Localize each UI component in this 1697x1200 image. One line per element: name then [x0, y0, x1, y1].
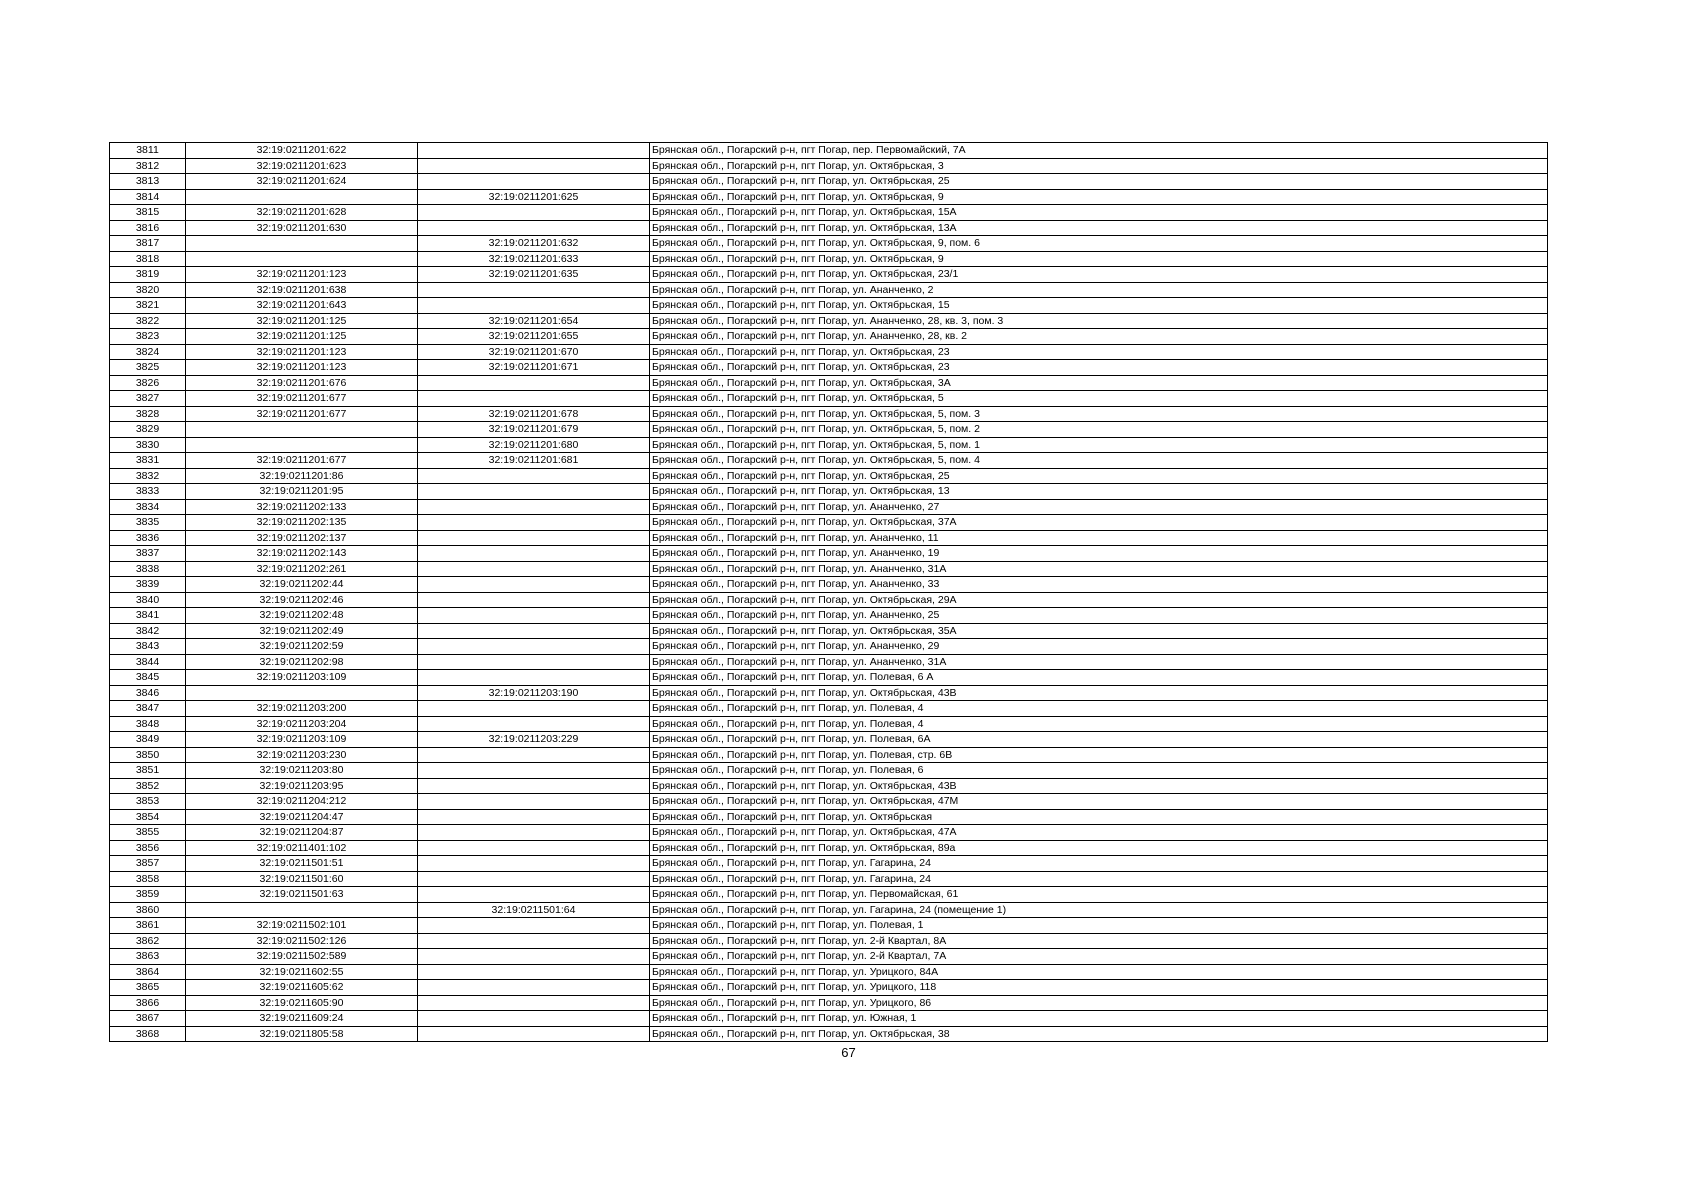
row-number-cell: 3815	[110, 205, 186, 221]
cadastral-number-cell: 32:19:0211201:123	[186, 360, 418, 376]
table-row	[110, 143, 1548, 159]
table-row	[110, 484, 1548, 500]
table-row	[110, 639, 1548, 655]
part-cadastral-number-cell	[418, 747, 650, 763]
row-number-cell: 3819	[110, 267, 186, 283]
part-cadastral-number-cell	[418, 174, 650, 190]
part-cadastral-number-cell	[418, 1026, 650, 1042]
row-number-cell: 3855	[110, 825, 186, 841]
cadastral-number-cell	[186, 685, 418, 701]
row-number-cell: 3837	[110, 546, 186, 562]
address-cell: Брянская обл., Погарский р-н, пгт Погар, ул. Гагарина, 24	[650, 871, 1548, 887]
row-number-cell: 3864	[110, 964, 186, 980]
address-cell: Брянская обл., Погарский р-н, пгт Погар, ул. Октябрьская, 5, пом. 4	[650, 453, 1548, 469]
cadastral-number-cell	[186, 422, 418, 438]
cadastral-number-cell: 32:19:0211202:135	[186, 515, 418, 531]
part-cadastral-number-cell	[418, 484, 650, 500]
row-number-cell: 3831	[110, 453, 186, 469]
cadastral-number-cell: 32:19:0211202:46	[186, 592, 418, 608]
cadastral-number-cell: 32:19:0211201:677	[186, 453, 418, 469]
part-cadastral-number-cell: 32:19:0211201:670	[418, 344, 650, 360]
cadastral-number-cell: 32:19:0211201:86	[186, 468, 418, 484]
cadastral-number-cell: 32:19:0211202:98	[186, 654, 418, 670]
row-number-cell: 3821	[110, 298, 186, 314]
part-cadastral-number-cell	[418, 608, 650, 624]
address-cell: Брянская обл., Погарский р-н, пгт Погар, ул. Полевая, 4	[650, 716, 1548, 732]
address-cell: Брянская обл., Погарский р-н, пгт Погар, ул. Ананченко, 11	[650, 530, 1548, 546]
table-row	[110, 205, 1548, 221]
cadastral-number-cell	[186, 189, 418, 205]
cadastral-number-cell: 32:19:0211201:95	[186, 484, 418, 500]
table-row	[110, 592, 1548, 608]
part-cadastral-number-cell	[418, 654, 650, 670]
address-cell: Брянская обл., Погарский р-н, пгт Погар, ул. Октябрьская, 25	[650, 174, 1548, 190]
cadastral-number-cell: 32:19:0211204:87	[186, 825, 418, 841]
part-cadastral-number-cell	[418, 468, 650, 484]
cadastral-number-cell: 32:19:0211501:60	[186, 871, 418, 887]
cadastral-number-cell: 32:19:0211201:638	[186, 282, 418, 298]
table-row	[110, 995, 1548, 1011]
row-number-cell: 3867	[110, 1011, 186, 1027]
row-number-cell: 3824	[110, 344, 186, 360]
row-number-cell: 3816	[110, 220, 186, 236]
table-row	[110, 546, 1548, 562]
table-row	[110, 964, 1548, 980]
row-number-cell: 3826	[110, 375, 186, 391]
table-row	[110, 360, 1548, 376]
row-number-cell: 3833	[110, 484, 186, 500]
row-number-cell: 3813	[110, 174, 186, 190]
table-row	[110, 391, 1548, 407]
address-cell: Брянская обл., Погарский р-н, пгт Погар, ул. Октябрьская	[650, 809, 1548, 825]
cadastral-number-cell: 32:19:0211201:677	[186, 406, 418, 422]
part-cadastral-number-cell: 32:19:0211201:632	[418, 236, 650, 252]
address-cell: Брянская обл., Погарский р-н, пгт Погар, ул. Октябрьская, 3	[650, 158, 1548, 174]
part-cadastral-number-cell	[418, 825, 650, 841]
address-cell: Брянская обл., Погарский р-н, пгт Погар, ул. Октябрьская, 9	[650, 251, 1548, 267]
row-number-cell: 3828	[110, 406, 186, 422]
address-cell: Брянская обл., Погарский р-н, пгт Погар, ул. Ананченко, 28, кв. 3, пом. 3	[650, 313, 1548, 329]
part-cadastral-number-cell	[418, 778, 650, 794]
cadastral-number-cell: 32:19:0211202:49	[186, 623, 418, 639]
address-cell: Брянская обл., Погарский р-н, пгт Погар, ул. Октябрьская, 5, пом. 3	[650, 406, 1548, 422]
table-row	[110, 608, 1548, 624]
row-number-cell: 3854	[110, 809, 186, 825]
table-row	[110, 282, 1548, 298]
part-cadastral-number-cell	[418, 887, 650, 903]
page-number: 67	[841, 1045, 856, 1060]
cadastral-number-cell: 32:19:0211401:102	[186, 840, 418, 856]
cadastral-number-cell: 32:19:0211202:133	[186, 499, 418, 515]
row-number-cell: 3836	[110, 530, 186, 546]
address-cell: Брянская обл., Погарский р-н, пгт Погар, ул. Ананченко, 2	[650, 282, 1548, 298]
address-cell: Брянская обл., Погарский р-н, пгт Погар, ул. Октябрьская, 23	[650, 344, 1548, 360]
part-cadastral-number-cell	[418, 143, 650, 159]
part-cadastral-number-cell	[418, 515, 650, 531]
table-row	[110, 670, 1548, 686]
address-cell: Брянская обл., Погарский р-н, пгт Погар, ул. Ананченко, 25	[650, 608, 1548, 624]
cadastral-number-cell: 32:19:0211204:212	[186, 794, 418, 810]
part-cadastral-number-cell	[418, 391, 650, 407]
address-cell: Брянская обл., Погарский р-н, пгт Погар, ул. Первомайская, 61	[650, 887, 1548, 903]
address-cell: Брянская обл., Погарский р-н, пгт Погар, ул. Октябрьская, 29А	[650, 592, 1548, 608]
address-cell: Брянская обл., Погарский р-н, пгт Погар, ул. Урицкого, 118	[650, 980, 1548, 996]
part-cadastral-number-cell: 32:19:0211501:64	[418, 902, 650, 918]
table-row	[110, 871, 1548, 887]
row-number-cell: 3823	[110, 329, 186, 345]
part-cadastral-number-cell	[418, 530, 650, 546]
part-cadastral-number-cell	[418, 282, 650, 298]
row-number-cell: 3839	[110, 577, 186, 593]
address-cell: Брянская обл., Погарский р-н, пгт Погар, ул. 2-й Квартал, 8А	[650, 933, 1548, 949]
cadastral-number-cell: 32:19:0211201:677	[186, 391, 418, 407]
address-cell: Брянская обл., Погарский р-н, пгт Погар, ул. Полевая, 6	[650, 763, 1548, 779]
part-cadastral-number-cell	[418, 840, 650, 856]
cadastral-number-cell	[186, 251, 418, 267]
table-row	[110, 344, 1548, 360]
part-cadastral-number-cell	[418, 639, 650, 655]
part-cadastral-number-cell	[418, 298, 650, 314]
address-cell: Брянская обл., Погарский р-н, пгт Погар, ул. Октябрьская, 35А	[650, 623, 1548, 639]
table-row	[110, 654, 1548, 670]
part-cadastral-number-cell: 32:19:0211203:229	[418, 732, 650, 748]
table-row	[110, 561, 1548, 577]
address-cell: Брянская обл., Погарский р-н, пгт Погар, ул. Октябрьская, 5, пом. 1	[650, 437, 1548, 453]
table-row	[110, 887, 1548, 903]
row-number-cell: 3865	[110, 980, 186, 996]
table-row	[110, 468, 1548, 484]
table-row	[110, 313, 1548, 329]
address-cell: Брянская обл., Погарский р-н, пгт Погар, ул. Октябрьская, 43В	[650, 685, 1548, 701]
cadastral-number-cell: 32:19:0211201:123	[186, 344, 418, 360]
table-row	[110, 298, 1548, 314]
row-number-cell: 3863	[110, 949, 186, 965]
address-cell: Брянская обл., Погарский р-н, пгт Погар, ул. Ананченко, 27	[650, 499, 1548, 515]
row-number-cell: 3843	[110, 639, 186, 655]
address-cell: Брянская обл., Погарский р-н, пгт Погар, ул. Октябрьская, 25	[650, 468, 1548, 484]
cadastral-number-cell: 32:19:0211202:143	[186, 546, 418, 562]
row-number-cell: 3818	[110, 251, 186, 267]
row-number-cell: 3814	[110, 189, 186, 205]
address-cell: Брянская обл., Погарский р-н, пгт Погар, пер. Первомайский, 7А	[650, 143, 1548, 159]
address-cell: Брянская обл., Погарский р-н, пгт Погар, ул. Октябрьская, 5	[650, 391, 1548, 407]
part-cadastral-number-cell: 32:19:0211201:655	[418, 329, 650, 345]
part-cadastral-number-cell	[418, 933, 650, 949]
table-row	[110, 1011, 1548, 1027]
row-number-cell: 3845	[110, 670, 186, 686]
row-number-cell: 3834	[110, 499, 186, 515]
table-row	[110, 747, 1548, 763]
address-cell: Брянская обл., Погарский р-н, пгт Погар, ул. Ананченко, 29	[650, 639, 1548, 655]
address-cell: Брянская обл., Погарский р-н, пгт Погар, ул. Октябрьская, 38	[650, 1026, 1548, 1042]
part-cadastral-number-cell: 32:19:0211201:633	[418, 251, 650, 267]
address-cell: Брянская обл., Погарский р-н, пгт Погар, ул. Ананченко, 28, кв. 2	[650, 329, 1548, 345]
cadastral-number-cell: 32:19:0211203:204	[186, 716, 418, 732]
part-cadastral-number-cell	[418, 592, 650, 608]
row-number-cell: 3825	[110, 360, 186, 376]
table-row	[110, 375, 1548, 391]
cadastral-number-cell: 32:19:0211501:51	[186, 856, 418, 872]
address-cell: Брянская обл., Погарский р-н, пгт Погар, ул. 2-й Квартал, 7А	[650, 949, 1548, 965]
part-cadastral-number-cell	[418, 871, 650, 887]
address-cell: Брянская обл., Погарский р-н, пгт Погар, ул. Ананченко, 33	[650, 577, 1548, 593]
part-cadastral-number-cell	[418, 949, 650, 965]
row-number-cell: 3829	[110, 422, 186, 438]
row-number-cell: 3840	[110, 592, 186, 608]
row-number-cell: 3838	[110, 561, 186, 577]
part-cadastral-number-cell: 32:19:0211201:681	[418, 453, 650, 469]
cadastral-number-cell: 32:19:0211201:123	[186, 267, 418, 283]
part-cadastral-number-cell	[418, 546, 650, 562]
table-row	[110, 499, 1548, 515]
part-cadastral-number-cell: 32:19:0211201:654	[418, 313, 650, 329]
cadastral-number-cell: 32:19:0211203:230	[186, 747, 418, 763]
address-cell: Брянская обл., Погарский р-н, пгт Погар, ул. Октябрьская, 89а	[650, 840, 1548, 856]
address-cell: Брянская обл., Погарский р-н, пгт Погар, ул. Гагарина, 24 (помещение 1)	[650, 902, 1548, 918]
address-cell: Брянская обл., Погарский р-н, пгт Погар, ул. Полевая, 6 А	[650, 670, 1548, 686]
part-cadastral-number-cell	[418, 1011, 650, 1027]
table-row	[110, 840, 1548, 856]
table-row	[110, 794, 1548, 810]
part-cadastral-number-cell	[418, 205, 650, 221]
table-row	[110, 577, 1548, 593]
row-number-cell: 3848	[110, 716, 186, 732]
row-number-cell: 3860	[110, 902, 186, 918]
address-cell: Брянская обл., Погарский р-н, пгт Погар, ул. Октябрьская, 43В	[650, 778, 1548, 794]
table-row	[110, 530, 1548, 546]
table-row	[110, 174, 1548, 190]
cadastral-number-cell: 32:19:0211201:628	[186, 205, 418, 221]
part-cadastral-number-cell: 32:19:0211201:680	[418, 437, 650, 453]
table-row	[110, 220, 1548, 236]
address-cell: Брянская обл., Погарский р-н, пгт Погар, ул. Урицкого, 86	[650, 995, 1548, 1011]
table-row	[110, 716, 1548, 732]
cadastral-number-cell: 32:19:0211201:676	[186, 375, 418, 391]
table-row	[110, 809, 1548, 825]
address-cell: Брянская обл., Погарский р-н, пгт Погар, ул. Ананченко, 19	[650, 546, 1548, 562]
row-number-cell: 3851	[110, 763, 186, 779]
cadastral-number-cell: 32:19:0211204:47	[186, 809, 418, 825]
part-cadastral-number-cell	[418, 670, 650, 686]
table-row	[110, 251, 1548, 267]
table-row	[110, 406, 1548, 422]
part-cadastral-number-cell: 32:19:0211201:678	[418, 406, 650, 422]
cadastral-number-cell	[186, 437, 418, 453]
row-number-cell: 3859	[110, 887, 186, 903]
cadastral-number-cell: 32:19:0211202:261	[186, 561, 418, 577]
row-number-cell: 3853	[110, 794, 186, 810]
cadastral-number-cell: 32:19:0211201:623	[186, 158, 418, 174]
row-number-cell: 3862	[110, 933, 186, 949]
part-cadastral-number-cell	[418, 561, 650, 577]
part-cadastral-number-cell	[418, 809, 650, 825]
address-cell: Брянская обл., Погарский р-н, пгт Погар, ул. Октябрьская, 47А	[650, 825, 1548, 841]
cadastral-number-cell	[186, 236, 418, 252]
table-row	[110, 685, 1548, 701]
address-cell: Брянская обл., Погарский р-н, пгт Погар, ул. Полевая, 1	[650, 918, 1548, 934]
cadastral-number-cell: 32:19:0211201:624	[186, 174, 418, 190]
address-cell: Брянская обл., Погарский р-н, пгт Погар, ул. Октябрьская, 3А	[650, 375, 1548, 391]
cadastral-number-cell: 32:19:0211203:109	[186, 670, 418, 686]
part-cadastral-number-cell: 32:19:0211201:671	[418, 360, 650, 376]
cadastral-number-cell: 32:19:0211201:125	[186, 329, 418, 345]
row-number-cell: 3847	[110, 701, 186, 717]
cadastral-number-cell: 32:19:0211202:59	[186, 639, 418, 655]
address-cell: Брянская обл., Погарский р-н, пгт Погар, ул. Полевая, стр. 6В	[650, 747, 1548, 763]
cadastral-number-cell: 32:19:0211605:62	[186, 980, 418, 996]
table-row	[110, 453, 1548, 469]
table-row	[110, 329, 1548, 345]
part-cadastral-number-cell	[418, 763, 650, 779]
table-row	[110, 437, 1548, 453]
cadastral-number-cell: 32:19:0211502:101	[186, 918, 418, 934]
address-cell: Брянская обл., Погарский р-н, пгт Погар, ул. Октябрьская, 13	[650, 484, 1548, 500]
row-number-cell: 3850	[110, 747, 186, 763]
table-row	[110, 701, 1548, 717]
table-row	[110, 825, 1548, 841]
row-number-cell: 3827	[110, 391, 186, 407]
table-row	[110, 267, 1548, 283]
table-row	[110, 236, 1548, 252]
part-cadastral-number-cell	[418, 856, 650, 872]
table-row	[110, 1026, 1548, 1042]
row-number-cell: 3861	[110, 918, 186, 934]
cadastral-number-cell: 32:19:0211203:109	[186, 732, 418, 748]
cadastral-number-cell: 32:19:0211502:126	[186, 933, 418, 949]
cadastral-number-cell: 32:19:0211502:589	[186, 949, 418, 965]
cadastral-number-cell: 32:19:0211202:137	[186, 530, 418, 546]
address-cell: Брянская обл., Погарский р-н, пгт Погар, ул. Полевая, 6А	[650, 732, 1548, 748]
table-row	[110, 856, 1548, 872]
table-row	[110, 778, 1548, 794]
row-number-cell: 3830	[110, 437, 186, 453]
cadastral-number-cell: 32:19:0211203:80	[186, 763, 418, 779]
cadastral-number-cell: 32:19:0211201:125	[186, 313, 418, 329]
part-cadastral-number-cell	[418, 964, 650, 980]
cadastral-number-cell: 32:19:0211203:200	[186, 701, 418, 717]
part-cadastral-number-cell	[418, 499, 650, 515]
table-row	[110, 949, 1548, 965]
table-row	[110, 623, 1548, 639]
row-number-cell: 3811	[110, 143, 186, 159]
part-cadastral-number-cell: 32:19:0211203:190	[418, 685, 650, 701]
address-cell: Брянская обл., Погарский р-н, пгт Погар, ул. Октябрьская, 47М	[650, 794, 1548, 810]
row-number-cell: 3822	[110, 313, 186, 329]
address-cell: Брянская обл., Погарский р-н, пгт Погар, ул. Урицкого, 84А	[650, 964, 1548, 980]
part-cadastral-number-cell	[418, 577, 650, 593]
address-cell: Брянская обл., Погарский р-н, пгт Погар, ул. Октябрьская, 15А	[650, 205, 1548, 221]
address-cell: Брянская обл., Погарский р-н, пгт Погар, ул. Октябрьская, 23/1	[650, 267, 1548, 283]
row-number-cell: 3820	[110, 282, 186, 298]
part-cadastral-number-cell: 32:19:0211201:635	[418, 267, 650, 283]
cadastral-number-cell: 32:19:0211201:643	[186, 298, 418, 314]
cadastral-number-cell: 32:19:0211202:44	[186, 577, 418, 593]
table-row	[110, 933, 1548, 949]
row-number-cell: 3812	[110, 158, 186, 174]
table-row	[110, 918, 1548, 934]
part-cadastral-number-cell	[418, 794, 650, 810]
address-cell: Брянская обл., Погарский р-н, пгт Погар, ул. Ананченко, 31А	[650, 654, 1548, 670]
cadastral-number-cell: 32:19:0211201:630	[186, 220, 418, 236]
address-cell: Брянская обл., Погарский р-н, пгт Погар, ул. Ананченко, 31А	[650, 561, 1548, 577]
row-number-cell: 3868	[110, 1026, 186, 1042]
cadastral-number-cell: 32:19:0211602:55	[186, 964, 418, 980]
address-cell: Брянская обл., Погарский р-н, пгт Погар, ул. Гагарина, 24	[650, 856, 1548, 872]
part-cadastral-number-cell	[418, 701, 650, 717]
registry-table-body	[110, 143, 1548, 1042]
cadastral-number-cell	[186, 902, 418, 918]
cadastral-number-cell: 32:19:0211501:63	[186, 887, 418, 903]
row-number-cell: 3844	[110, 654, 186, 670]
part-cadastral-number-cell	[418, 623, 650, 639]
part-cadastral-number-cell	[418, 918, 650, 934]
part-cadastral-number-cell	[418, 158, 650, 174]
part-cadastral-number-cell	[418, 995, 650, 1011]
address-cell: Брянская обл., Погарский р-н, пгт Погар, ул. Полевая, 4	[650, 701, 1548, 717]
table-row	[110, 189, 1548, 205]
row-number-cell: 3858	[110, 871, 186, 887]
row-number-cell: 3832	[110, 468, 186, 484]
row-number-cell: 3842	[110, 623, 186, 639]
row-number-cell: 3866	[110, 995, 186, 1011]
row-number-cell: 3841	[110, 608, 186, 624]
address-cell: Брянская обл., Погарский р-н, пгт Погар, ул. Октябрьская, 37А	[650, 515, 1548, 531]
cadastral-number-cell: 32:19:0211203:95	[186, 778, 418, 794]
part-cadastral-number-cell	[418, 980, 650, 996]
table-row	[110, 763, 1548, 779]
row-number-cell: 3817	[110, 236, 186, 252]
row-number-cell: 3849	[110, 732, 186, 748]
cadastral-number-cell: 32:19:0211805:58	[186, 1026, 418, 1042]
row-number-cell: 3856	[110, 840, 186, 856]
table-row	[110, 732, 1548, 748]
address-cell: Брянская обл., Погарский р-н, пгт Погар, ул. Южная, 1	[650, 1011, 1548, 1027]
part-cadastral-number-cell: 32:19:0211201:679	[418, 422, 650, 438]
cadastral-number-cell: 32:19:0211609:24	[186, 1011, 418, 1027]
registry-table	[109, 142, 1548, 1042]
part-cadastral-number-cell	[418, 375, 650, 391]
address-cell: Брянская обл., Погарский р-н, пгт Погар, ул. Октябрьская, 9	[650, 189, 1548, 205]
table-row	[110, 422, 1548, 438]
address-cell: Брянская обл., Погарский р-н, пгт Погар, ул. Октябрьская, 5, пом. 2	[650, 422, 1548, 438]
table-row	[110, 902, 1548, 918]
part-cadastral-number-cell	[418, 220, 650, 236]
part-cadastral-number-cell: 32:19:0211201:625	[418, 189, 650, 205]
cadastral-number-cell: 32:19:0211201:622	[186, 143, 418, 159]
cadastral-number-cell: 32:19:0211202:48	[186, 608, 418, 624]
part-cadastral-number-cell	[418, 716, 650, 732]
address-cell: Брянская обл., Погарский р-н, пгт Погар, ул. Октябрьская, 15	[650, 298, 1548, 314]
row-number-cell: 3857	[110, 856, 186, 872]
cadastral-number-cell: 32:19:0211605:90	[186, 995, 418, 1011]
address-cell: Брянская обл., Погарский р-н, пгт Погар, ул. Октябрьская, 9, пом. 6	[650, 236, 1548, 252]
address-cell: Брянская обл., Погарский р-н, пгт Погар, ул. Октябрьская, 13А	[650, 220, 1548, 236]
table-row	[110, 158, 1548, 174]
address-cell: Брянская обл., Погарский р-н, пгт Погар, ул. Октябрьская, 23	[650, 360, 1548, 376]
row-number-cell: 3852	[110, 778, 186, 794]
table-row	[110, 515, 1548, 531]
row-number-cell: 3835	[110, 515, 186, 531]
row-number-cell: 3846	[110, 685, 186, 701]
table-row	[110, 980, 1548, 996]
